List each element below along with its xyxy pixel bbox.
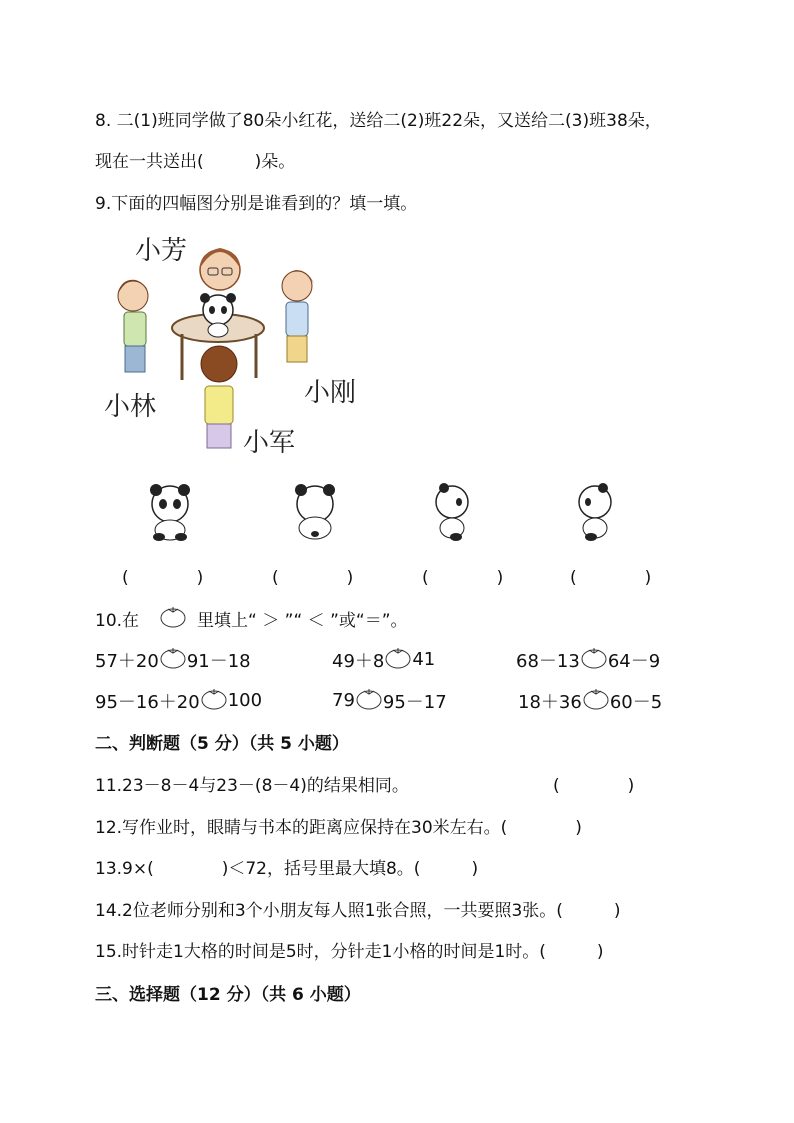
compare-left: 68－13: [516, 650, 580, 672]
tomato-icon[interactable]: [580, 645, 608, 674]
panda-side-view-right: [432, 482, 472, 546]
answer-blank-3[interactable]: ( ): [422, 568, 504, 588]
compare-item: [332, 645, 435, 674]
q10-text: [95, 604, 408, 633]
tomato-icon[interactable]: [355, 686, 383, 715]
q10-prefix: 10.在: [95, 611, 140, 631]
compare-left: 95－16＋20: [95, 691, 200, 713]
answer-blank-2[interactable]: ( ): [272, 568, 354, 588]
panda-back-view: [290, 482, 340, 546]
compare-left: 57＋20: [95, 650, 159, 672]
answer-blank-11[interactable]: ( ): [553, 776, 635, 796]
answer-blank-4[interactable]: ( ): [570, 568, 652, 588]
compare-left: 79: [332, 690, 355, 711]
tomato-icon: [159, 604, 187, 633]
compare-right: 91－18: [186, 650, 251, 672]
compare-item: [95, 686, 262, 715]
section3-title: 三、选择题（12 分）（共 6 小题）: [95, 985, 361, 1005]
q8-line1: 8. 二(1)班同学做了80朵小红花，送给二(2)班22朵，又送给二(3)班38朵，: [95, 111, 662, 131]
compare-item: [518, 686, 662, 715]
compare-item: [95, 645, 251, 674]
compare-right: 41: [412, 649, 436, 670]
label-xiaojun: 小军: [243, 428, 296, 458]
q9-text: 9.下面的四幅图分别是谁看到的？填一填。: [95, 194, 418, 214]
question-13: 13.9×( )＜72，括号里最大填8。( ): [95, 859, 479, 879]
q10-suffix: 里填上“ ＞ ”“ ＜ ”或“＝”。: [197, 611, 408, 631]
question-14: 14.2位老师分别和3个小朋友每人照1张合照，一共要照3张。( ): [95, 901, 621, 921]
question-11: 11.23－8－4与23－(8－4)的结果相同。: [95, 776, 409, 796]
label-xiaogang: 小刚: [304, 378, 357, 408]
tomato-icon[interactable]: [200, 686, 228, 715]
compare-right: 60－5: [609, 691, 663, 713]
tomato-icon[interactable]: [384, 645, 412, 674]
panda-front-view: [145, 482, 195, 546]
q8-line2: 现在一共送出( )朵。: [95, 152, 296, 172]
compare-left: 49＋8: [332, 650, 385, 672]
compare-item: [516, 645, 660, 674]
compare-item: [332, 686, 447, 715]
label-xiaofang: 小芳: [135, 236, 188, 266]
tomato-icon[interactable]: [159, 645, 187, 674]
compare-right: 100: [227, 690, 263, 711]
question-12: 12.写作业时，眼睛与书本的距离应保持在30米左右。( ): [95, 818, 582, 838]
question-15: 15.时针走1大格的时间是5时，分针走1小格的时间是1时。( ): [95, 942, 604, 962]
tomato-icon[interactable]: [582, 686, 610, 715]
compare-right: 64－9: [607, 650, 661, 672]
answer-blank-1[interactable]: ( ): [122, 568, 204, 588]
section2-title: 二、判断题（5 分）（共 5 小题）: [95, 734, 349, 754]
compare-left: 18＋36: [518, 691, 582, 713]
compare-right: 95－17: [382, 691, 447, 713]
panda-side-view-left: [575, 482, 615, 546]
label-xiaolin: 小林: [104, 392, 157, 422]
